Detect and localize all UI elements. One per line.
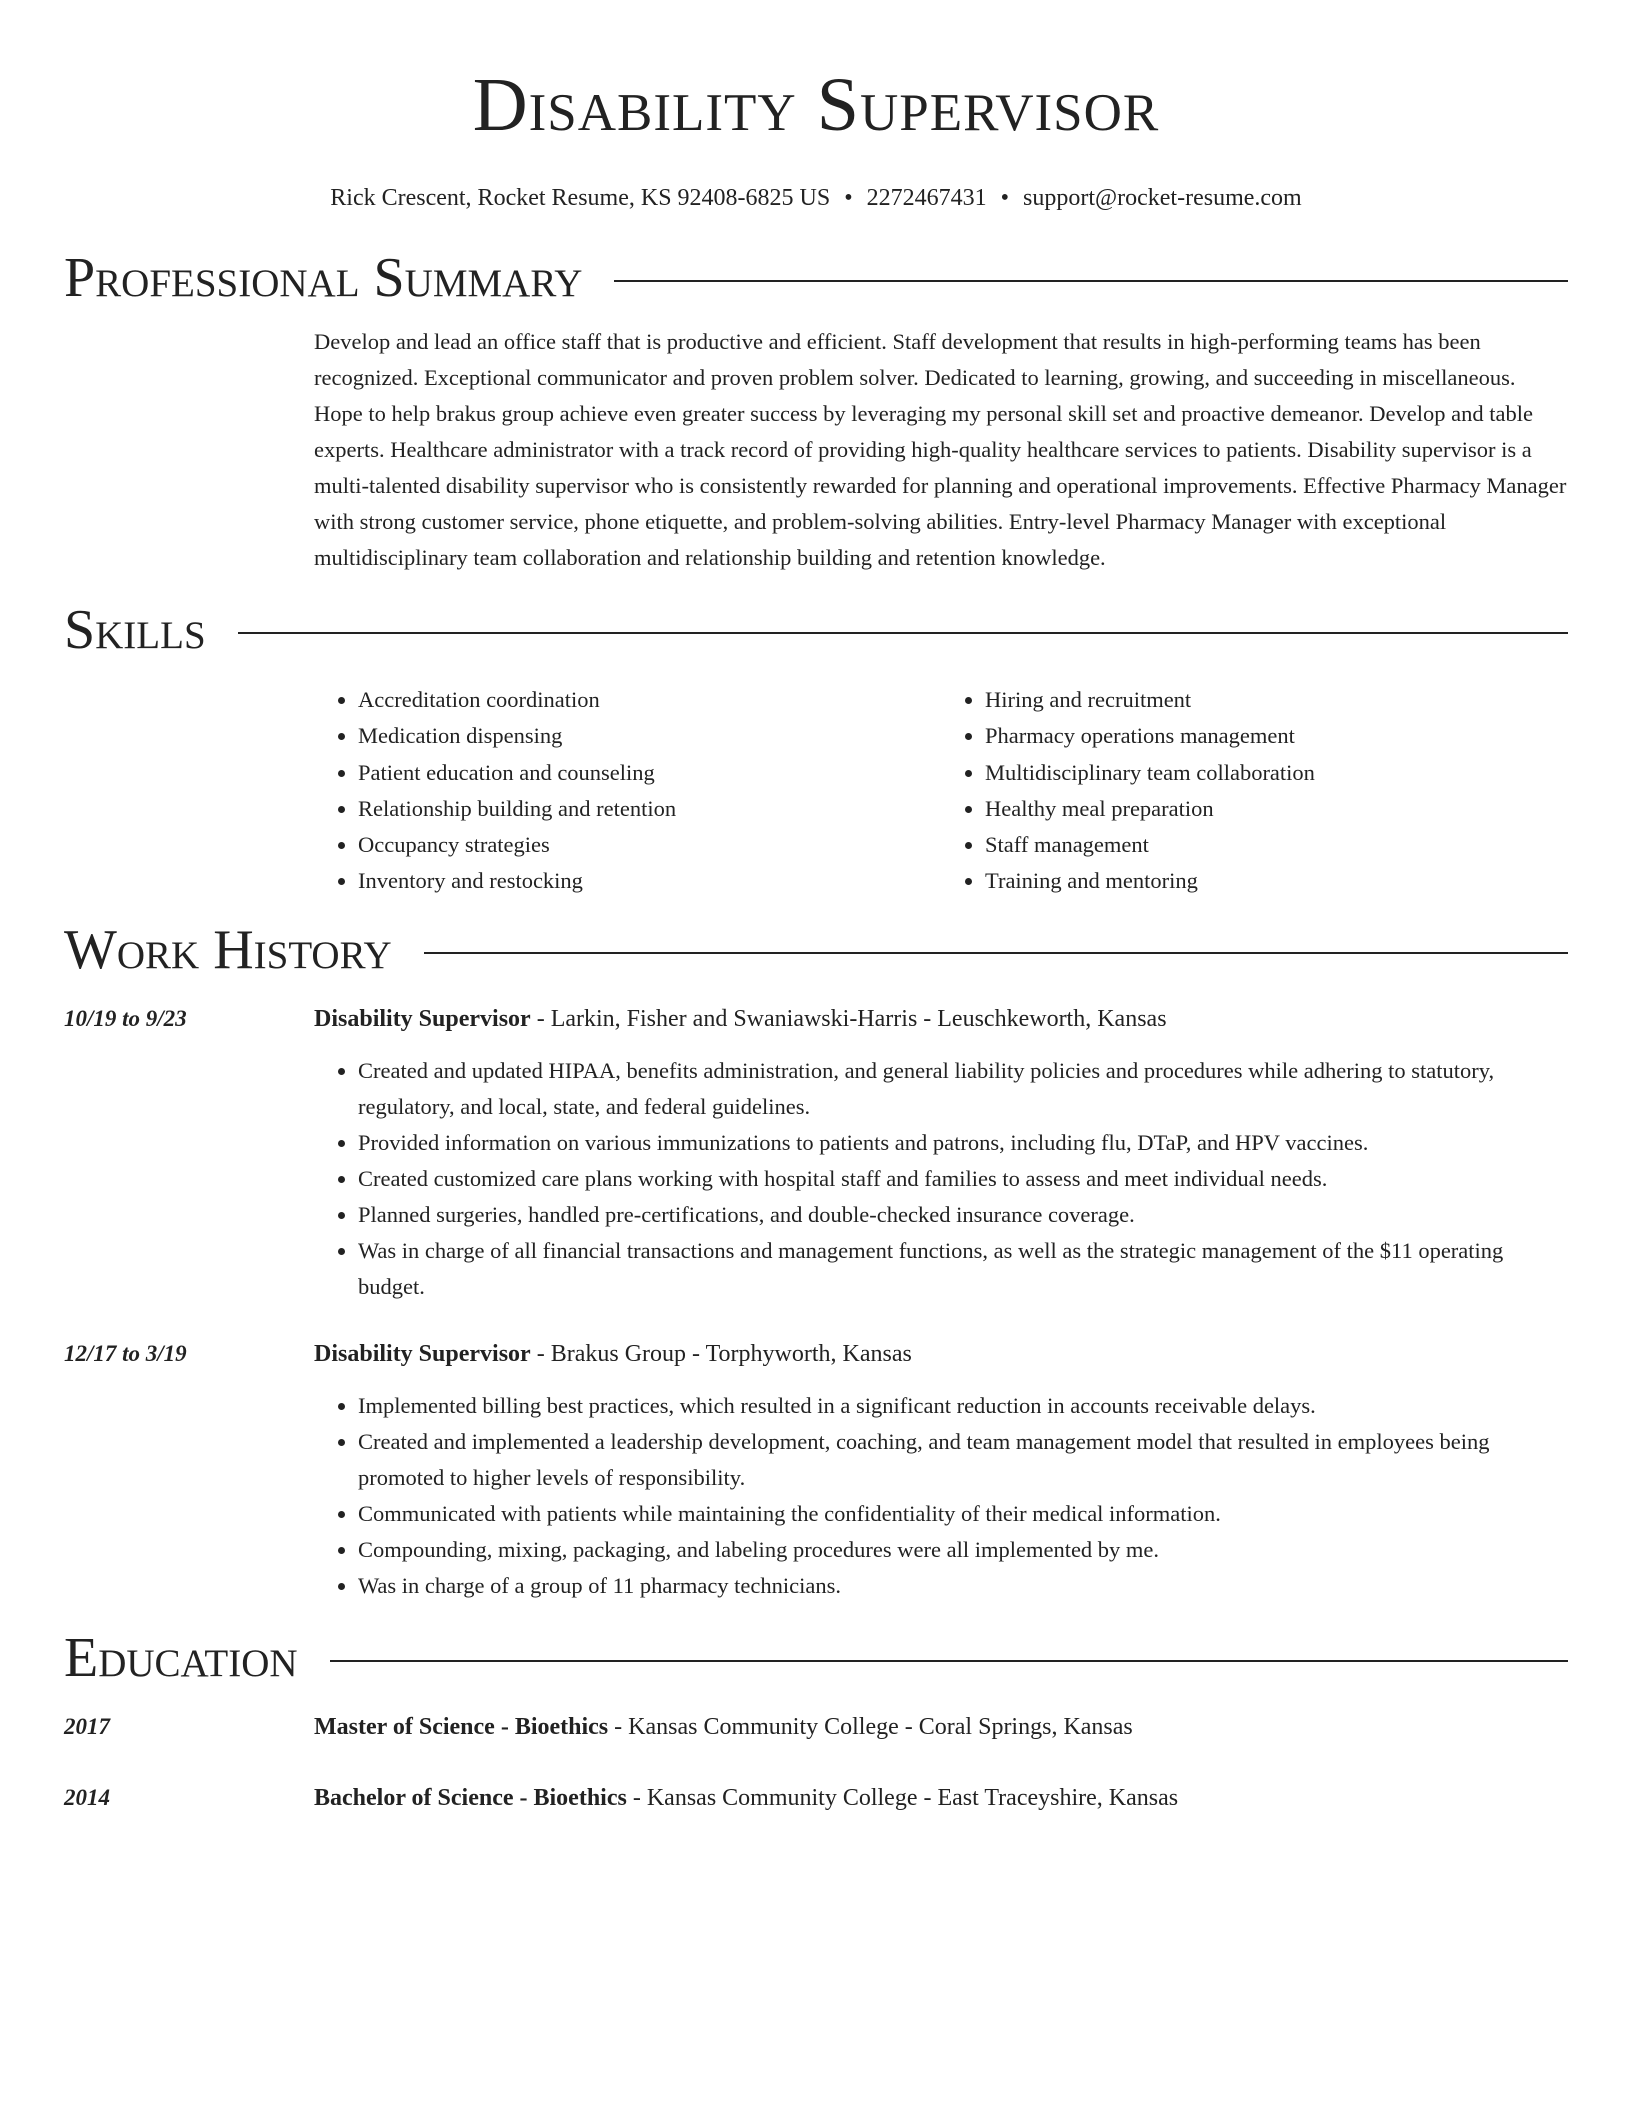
summary-heading: Professional Summary <box>64 247 583 309</box>
skill-item: • Hiring and recruitment <box>985 682 1568 718</box>
job-entry <box>64 1002 1568 1305</box>
skill-item: • Training and mentoring <box>985 863 1568 899</box>
education-heading: Education <box>64 1626 298 1689</box>
education-title-line <box>314 1781 1568 1815</box>
resume-name-title: Disability Supervisor <box>472 63 1160 147</box>
skill-item: • Patient education and counseling <box>358 755 941 791</box>
education-body <box>314 1781 1568 1815</box>
section-divider <box>424 952 1568 954</box>
job-entry <box>64 1337 1568 1604</box>
section-divider <box>238 632 1568 634</box>
job-details: - Larkin, Fisher and Swaniawski-Harris - Leuschkeworth, Kansas <box>530 1005 1167 1032</box>
contact-phone: 2272467431 <box>866 185 987 211</box>
job-bullet: • Communicated with patients while maintaining the confidentiality of their medical information. <box>358 1496 1568 1532</box>
skills-column-left <box>314 682 941 900</box>
education-entry <box>64 1710 1568 1744</box>
job-details: - Brakus Group - Torphyworth, Kansas <box>530 1340 912 1367</box>
education-degree: Bachelor of Science - Bioethics <box>314 1784 627 1811</box>
skills-list <box>314 682 1568 900</box>
contact-email: support@rocket-resume.com <box>1023 185 1302 211</box>
job-bullet: • Was in charge of all financial transactions and management functions, as well as the strategic management of the $11 operating budget. <box>358 1233 1568 1305</box>
work-section-header <box>64 916 1568 984</box>
contact-separator: • <box>844 185 853 211</box>
skill-item: • Accreditation coordination <box>358 682 941 718</box>
education-entry <box>64 1781 1568 1815</box>
job-body <box>314 1337 1568 1604</box>
education-year: 2017 <box>64 1713 110 1739</box>
job-bullet: • Created and implemented a leadership development, coaching, and team management model that resulted in employees being promoted to higher levels of responsibility. <box>358 1424 1568 1496</box>
education-body <box>314 1710 1568 1744</box>
contact-address: Rick Crescent, Rocket Resume, KS 92408-6825 US <box>330 185 831 211</box>
job-bullets <box>314 1388 1568 1604</box>
education-year: 2014 <box>64 1784 110 1810</box>
job-bullet: • Provided information on various immunizations to patients and patrons, including flu, DTaP, and HPV vaccines. <box>358 1125 1568 1161</box>
skill-item: • Inventory and restocking <box>358 863 941 899</box>
job-title-line <box>314 1002 1568 1036</box>
education-section-header <box>64 1624 1568 1692</box>
work-heading: Work History <box>64 918 392 981</box>
skills-column-right <box>941 682 1568 900</box>
job-role: Disability Supervisor <box>314 1340 531 1367</box>
education-degree: Master of Science - Bioethics <box>314 1713 609 1740</box>
skill-item: • Pharmacy operations management <box>985 718 1568 754</box>
section-divider <box>330 1660 1568 1662</box>
summary-body <box>314 324 1568 576</box>
job-bullet: • Created customized care plans working with hospital staff and families to assess and meet individual needs. <box>358 1161 1568 1197</box>
job-bullet: • Planned surgeries, handled pre-certifications, and double-checked insurance coverage. <box>358 1197 1568 1233</box>
summary-text: Develop and lead an office staff that is productive and efficient. Staff development that results in high-performing teams has been recognized. Exceptional communicator and proven problem solver. Dedicated to learning, growing, and succeeding in miscellaneous. Hope to help brakus group achieve even greater success by leveraging my personal skill set and proactive demeanor. Develop and table experts. Healthcare administrator with a track record of providing high-quality healthcare services to patients. Disability supervisor is a multi-talented disability supervisor who is consistently rewarded for planning and operational improvements. Effective Pharmacy Manager with strong customer service, phone etiquette, and problem-solving abilities. Entry-level Pharmacy Manager with exceptional multidisciplinary team collaboration and relationship building and retention knowledge. <box>314 329 1567 570</box>
job-bullet: • Compounding, mixing, packaging, and labeling procedures were all implemented by me. <box>358 1532 1568 1568</box>
skills-section-header <box>64 596 1568 664</box>
contact-separator: • <box>1000 185 1010 211</box>
job-bullet: • Created and updated HIPAA, benefits administration, and general liability policies and procedures while adhering to statutory, regulatory, and local, state, and federal guidelines. <box>358 1053 1568 1125</box>
skill-item: • Healthy meal preparation <box>985 791 1568 827</box>
job-dates: 12/17 to 3/19 <box>64 1340 187 1366</box>
job-bullets <box>314 1053 1568 1305</box>
job-bullet: • Implemented billing best practices, which resulted in a significant reduction in accounts receivable delays. <box>358 1388 1568 1424</box>
job-body <box>314 1002 1568 1305</box>
job-bullet: • Was in charge of a group of 11 pharmacy technicians. <box>358 1568 1568 1604</box>
skill-item: • Occupancy strategies <box>358 827 941 863</box>
skills-heading: Skills <box>64 599 206 661</box>
job-title-line <box>314 1337 1568 1371</box>
skill-item: • Medication dispensing <box>358 718 941 754</box>
job-role: Disability Supervisor <box>314 1005 531 1032</box>
contact-line <box>64 182 1568 214</box>
skill-item: • Staff management <box>985 827 1568 863</box>
skill-item: • Multidisciplinary team collaboration <box>985 755 1568 791</box>
job-dates: 10/19 to 9/23 <box>64 1005 187 1031</box>
education-title-line <box>314 1710 1568 1744</box>
summary-section-header <box>64 244 1568 312</box>
education-details: - Kansas Community College - Coral Springs, Kansas <box>608 1713 1133 1740</box>
skill-item: • Relationship building and retention <box>358 791 941 827</box>
section-divider <box>614 280 1568 282</box>
education-details: - Kansas Community College - East Traceyshire, Kansas <box>626 1784 1179 1811</box>
resume-page <box>64 0 1568 1815</box>
